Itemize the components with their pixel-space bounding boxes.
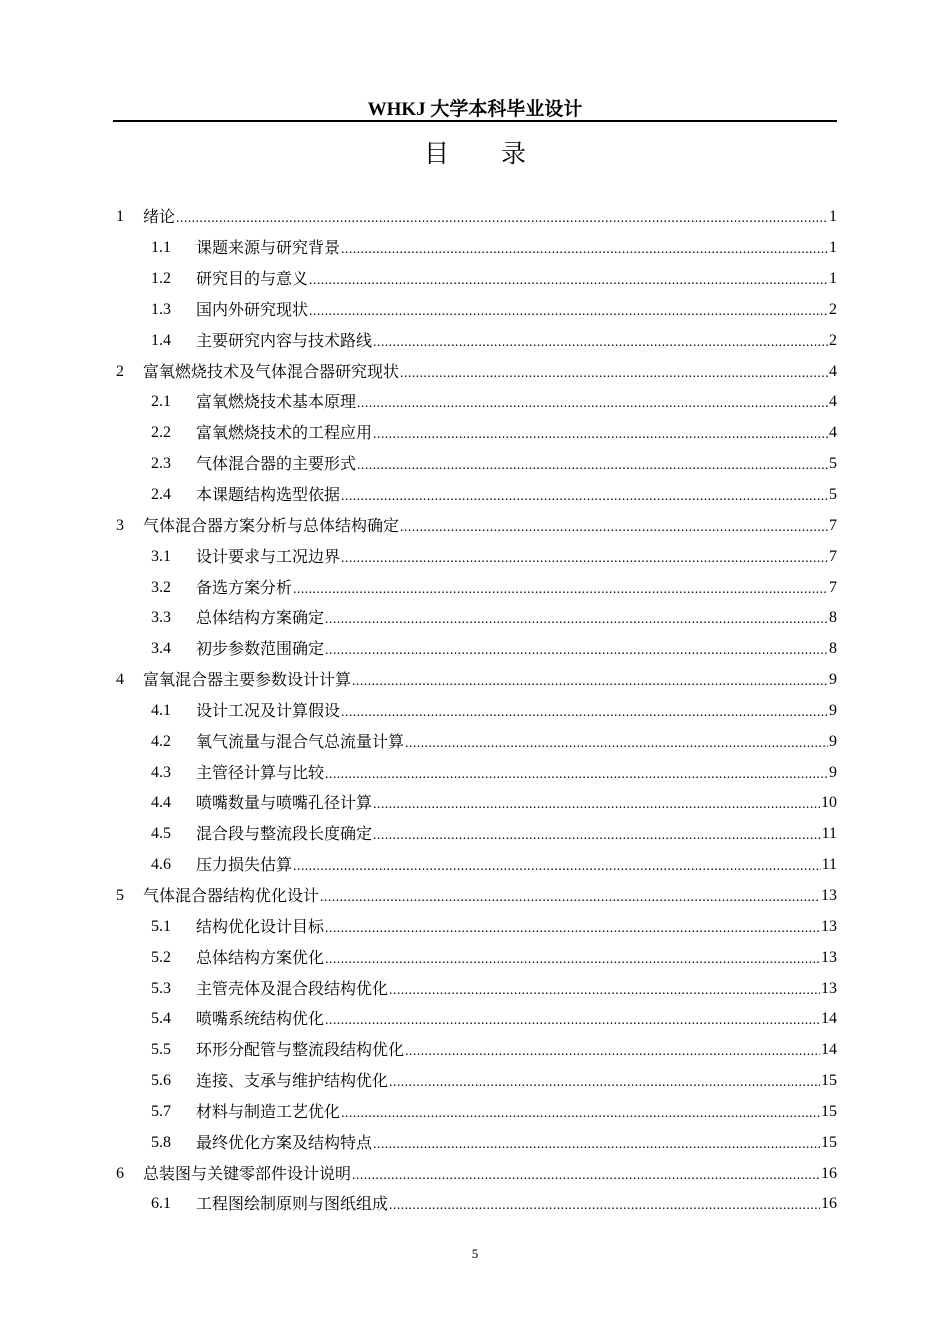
toc-dot-leader bbox=[352, 672, 828, 692]
toc-entry-page: 15 bbox=[821, 1133, 837, 1151]
toc-entry-page: 13 bbox=[821, 948, 837, 966]
toc-section-entry[interactable] bbox=[113, 634, 837, 665]
toc-chapter-entry[interactable] bbox=[113, 510, 837, 541]
toc-entry-page: 13 bbox=[821, 917, 837, 935]
toc-entry-title: 富氧燃烧技术的工程应用 bbox=[196, 423, 373, 443]
toc-dot-leader bbox=[309, 271, 828, 291]
toc-entry-number: 6.1 bbox=[151, 1195, 171, 1213]
toc-section-entry[interactable] bbox=[113, 325, 837, 356]
toc-dot-leader bbox=[373, 1135, 820, 1155]
toc-entry-title: 设计要求与工况边界 bbox=[196, 546, 341, 566]
toc-dot-leader bbox=[341, 487, 828, 507]
toc-entry-page: 14 bbox=[821, 1041, 837, 1059]
toc-entry-page: 9 bbox=[829, 732, 837, 750]
toc-dot-leader bbox=[325, 610, 828, 630]
toc-entry-number: 1 bbox=[116, 208, 124, 226]
toc-dot-leader bbox=[389, 981, 820, 1001]
toc-section-entry[interactable] bbox=[113, 1004, 837, 1035]
toc-entry-page: 2 bbox=[829, 331, 837, 349]
toc-entry-page: 1 bbox=[829, 239, 837, 257]
toc-entry-number: 5.8 bbox=[151, 1133, 171, 1151]
running-header-title: WHKJ 大学本科毕业设计 bbox=[367, 99, 583, 120]
toc-section-entry[interactable] bbox=[113, 1096, 837, 1127]
toc-entry-page: 13 bbox=[821, 979, 837, 997]
toc-entry-page: 9 bbox=[829, 701, 837, 719]
toc-section-entry[interactable] bbox=[113, 911, 837, 942]
toc-entry-page: 5 bbox=[829, 455, 837, 473]
toc-entry-number: 5.5 bbox=[151, 1041, 171, 1059]
toc-entry-page: 4 bbox=[829, 424, 837, 442]
toc-section-entry[interactable] bbox=[113, 819, 837, 850]
toc-entry-title: 喷嘴数量与喷嘴孔径计算 bbox=[196, 793, 373, 813]
toc-dot-leader bbox=[325, 950, 820, 970]
toc-entry-number: 3.4 bbox=[151, 640, 171, 658]
toc-entry-page: 7 bbox=[829, 516, 837, 534]
toc-entry-title: 连接、支承与维护结构优化 bbox=[196, 1071, 389, 1091]
toc-section-entry[interactable] bbox=[113, 788, 837, 819]
toc-entry-number: 2.2 bbox=[151, 424, 171, 442]
toc-entry-number: 5 bbox=[116, 886, 124, 904]
toc-entry-title: 总装图与关键零部件设计说明 bbox=[143, 1163, 352, 1183]
toc-entry-page: 16 bbox=[821, 1195, 837, 1213]
toc-entry-number: 1.2 bbox=[151, 270, 171, 288]
toc-dot-leader bbox=[325, 765, 828, 785]
toc-section-entry[interactable] bbox=[113, 1127, 837, 1158]
toc-entry-page: 16 bbox=[821, 1164, 837, 1182]
toc-entry-page: 10 bbox=[821, 794, 837, 812]
toc-entry-number: 5.4 bbox=[151, 1010, 171, 1028]
toc-entry-number: 1.3 bbox=[151, 300, 171, 318]
toc-entry-number: 2.1 bbox=[151, 393, 171, 411]
toc-entry-title: 混合段与整流段长度确定 bbox=[196, 824, 373, 844]
header-divider bbox=[113, 120, 837, 122]
toc-entry-page: 8 bbox=[829, 609, 837, 627]
toc-dot-leader bbox=[325, 919, 820, 939]
toc-entry-title: 压力损失估算 bbox=[196, 855, 293, 875]
toc-section-entry[interactable] bbox=[113, 942, 837, 973]
toc-entry-title: 总体结构方案优化 bbox=[196, 947, 325, 967]
toc-entry-page: 7 bbox=[829, 547, 837, 565]
toc-entry-page: 4 bbox=[829, 393, 837, 411]
toc-entry-number: 2 bbox=[116, 362, 124, 380]
toc-dot-leader bbox=[357, 394, 828, 414]
toc-dot-leader bbox=[373, 795, 820, 815]
toc-section-entry[interactable] bbox=[113, 696, 837, 727]
toc-entry-title: 富氧燃烧技术及气体混合器研究现状 bbox=[143, 361, 400, 381]
toc-entry-number: 4.2 bbox=[151, 732, 171, 750]
toc-section-entry[interactable] bbox=[113, 449, 837, 480]
toc-entry-page: 13 bbox=[821, 886, 837, 904]
toc-entry-page: 7 bbox=[829, 578, 837, 596]
toc-section-entry[interactable] bbox=[113, 757, 837, 788]
table-of-contents bbox=[113, 202, 837, 1220]
toc-dot-leader bbox=[293, 857, 821, 877]
toc-entry-title: 国内外研究现状 bbox=[196, 299, 309, 319]
page-number: 5 bbox=[471, 1246, 479, 1261]
toc-entry-title: 喷嘴系统结构优化 bbox=[196, 1009, 325, 1029]
toc-section-entry[interactable] bbox=[113, 1189, 837, 1220]
toc-entry-number: 5.3 bbox=[151, 979, 171, 997]
toc-entry-number: 6 bbox=[116, 1164, 124, 1182]
toc-section-entry[interactable] bbox=[113, 480, 837, 511]
toc-dot-leader bbox=[405, 1042, 820, 1062]
toc-section-entry[interactable] bbox=[113, 850, 837, 881]
toc-entry-title: 主管壳体及混合段结构优化 bbox=[196, 978, 389, 998]
toc-entry-number: 5.2 bbox=[151, 948, 171, 966]
toc-entry-title: 总体结构方案确定 bbox=[196, 608, 325, 628]
toc-entry-page: 8 bbox=[829, 640, 837, 658]
toc-dot-leader bbox=[320, 888, 820, 908]
toc-entry-number: 4.6 bbox=[151, 856, 171, 874]
toc-dot-leader bbox=[389, 1196, 820, 1216]
toc-entry-number: 1.1 bbox=[151, 239, 171, 257]
toc-dot-leader bbox=[325, 641, 828, 661]
toc-entry-title: 本课题结构选型依据 bbox=[196, 485, 341, 505]
toc-dot-leader bbox=[400, 518, 828, 538]
toc-entry-page: 1 bbox=[829, 270, 837, 288]
toc-section-entry[interactable] bbox=[113, 264, 837, 295]
toc-entry-page: 9 bbox=[829, 763, 837, 781]
toc-dot-leader bbox=[293, 580, 828, 600]
toc-section-entry[interactable] bbox=[113, 572, 837, 603]
toc-entry-title: 工程图绘制原则与图纸组成 bbox=[196, 1194, 389, 1214]
toc-entry-number: 3 bbox=[116, 516, 124, 534]
toc-dot-leader bbox=[352, 1166, 820, 1186]
toc-chapter-entry[interactable] bbox=[113, 665, 837, 696]
toc-entry-page: 11 bbox=[821, 856, 837, 874]
toc-dot-leader bbox=[373, 826, 821, 846]
toc-entry-title: 气体混合器方案分析与总体结构确定 bbox=[143, 515, 400, 535]
toc-entry-title: 备选方案分析 bbox=[196, 577, 293, 597]
toc-dot-leader bbox=[373, 333, 828, 353]
toc-entry-title: 研究目的与意义 bbox=[196, 269, 309, 289]
toc-section-entry[interactable] bbox=[113, 233, 837, 264]
toc-entry-page: 15 bbox=[821, 1102, 837, 1120]
toc-entry-page: 11 bbox=[821, 825, 837, 843]
toc-entry-title: 主管径计算与比较 bbox=[196, 762, 325, 782]
toc-entry-number: 3.3 bbox=[151, 609, 171, 627]
toc-chapter-entry[interactable] bbox=[113, 202, 837, 233]
toc-dot-leader bbox=[325, 1011, 820, 1031]
toc-dot-leader bbox=[309, 302, 828, 322]
toc-section-entry[interactable] bbox=[113, 418, 837, 449]
toc-entry-page: 4 bbox=[829, 362, 837, 380]
toc-entry-title: 富氧燃烧技术基本原理 bbox=[196, 392, 357, 412]
toc-entry-title: 气体混合器结构优化设计 bbox=[143, 885, 320, 905]
toc-section-entry[interactable] bbox=[113, 1066, 837, 1097]
toc-section-entry[interactable] bbox=[113, 541, 837, 572]
toc-dot-leader bbox=[341, 240, 828, 260]
toc-entry-number: 3.1 bbox=[151, 547, 171, 565]
toc-entry-page: 15 bbox=[821, 1072, 837, 1090]
toc-entry-number: 2.3 bbox=[151, 455, 171, 473]
toc-dot-leader bbox=[357, 456, 828, 476]
toc-entry-title: 最终优化方案及结构特点 bbox=[196, 1132, 373, 1152]
toc-entry-number: 4 bbox=[116, 671, 124, 689]
toc-entry-number: 4.4 bbox=[151, 794, 171, 812]
toc-dot-leader bbox=[176, 209, 828, 229]
toc-entry-title: 设计工况及计算假设 bbox=[196, 700, 341, 720]
toc-entry-title: 主要研究内容与技术路线 bbox=[196, 330, 373, 350]
toc-entry-number: 4.3 bbox=[151, 763, 171, 781]
toc-entry-title: 初步参数范围确定 bbox=[196, 639, 325, 659]
toc-dot-leader bbox=[373, 425, 828, 445]
toc-section-entry[interactable] bbox=[113, 295, 837, 326]
toc-entry-title: 材料与制造工艺优化 bbox=[196, 1101, 341, 1121]
toc-entry-page: 2 bbox=[829, 300, 837, 318]
toc-entry-page: 9 bbox=[829, 671, 837, 689]
toc-heading: 目 录 bbox=[424, 139, 548, 168]
toc-section-entry[interactable] bbox=[113, 603, 837, 634]
toc-entry-number: 2.4 bbox=[151, 486, 171, 504]
toc-entry-page: 5 bbox=[829, 486, 837, 504]
toc-entry-title: 富氧混合器主要参数设计计算 bbox=[143, 670, 352, 690]
toc-section-entry[interactable] bbox=[113, 726, 837, 757]
toc-entry-title: 结构优化设计目标 bbox=[196, 916, 325, 936]
toc-entry-number: 5.6 bbox=[151, 1072, 171, 1090]
toc-entry-page: 14 bbox=[821, 1010, 837, 1028]
toc-entry-number: 4.1 bbox=[151, 701, 171, 719]
toc-entry-page: 1 bbox=[829, 208, 837, 226]
toc-dot-leader bbox=[341, 703, 828, 723]
toc-entry-title: 气体混合器的主要形式 bbox=[196, 454, 357, 474]
toc-entry-number: 5.1 bbox=[151, 917, 171, 935]
toc-dot-leader bbox=[341, 1104, 820, 1124]
toc-entry-number: 1.4 bbox=[151, 331, 171, 349]
toc-entry-number: 5.7 bbox=[151, 1102, 171, 1120]
toc-entry-title: 绪论 bbox=[143, 207, 176, 227]
toc-entry-title: 氧气流量与混合气总流量计算 bbox=[196, 731, 405, 751]
toc-section-entry[interactable] bbox=[113, 387, 837, 418]
toc-entry-title: 课题来源与研究背景 bbox=[196, 238, 341, 258]
toc-dot-leader bbox=[389, 1073, 820, 1093]
toc-entry-title: 环形分配管与整流段结构优化 bbox=[196, 1040, 405, 1060]
toc-dot-leader bbox=[400, 364, 828, 384]
toc-dot-leader bbox=[341, 549, 828, 569]
toc-dot-leader bbox=[405, 734, 828, 754]
toc-section-entry[interactable] bbox=[113, 1035, 837, 1066]
toc-entry-number: 4.5 bbox=[151, 825, 171, 843]
toc-chapter-entry[interactable] bbox=[113, 1158, 837, 1189]
toc-entry-number: 3.2 bbox=[151, 578, 171, 596]
toc-section-entry[interactable] bbox=[113, 973, 837, 1004]
toc-chapter-entry[interactable] bbox=[113, 881, 837, 912]
toc-chapter-entry[interactable] bbox=[113, 356, 837, 387]
